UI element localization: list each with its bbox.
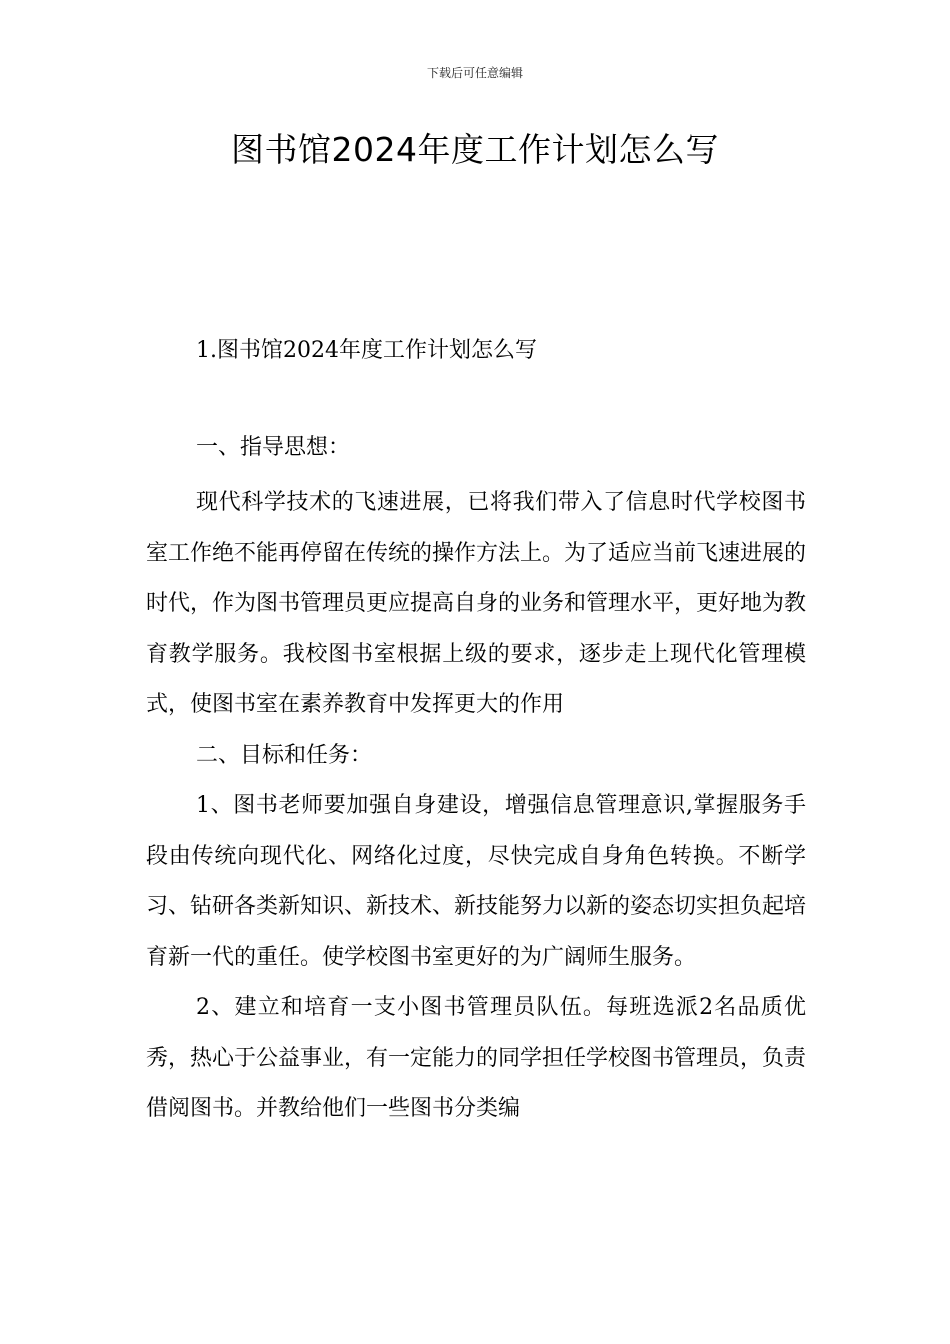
paragraph-guiding-ideology: 现代科学技术的飞速进展，已将我们带入了信息时代学校图书室工作绝不能再停留在传统的操作方法上。为了适应当前飞速进展的时代，作为图书管理员更应提高自身的业务和管理水平，更好地为教育教学服务。我校图书室根据上级的要求，逐步走上现代化管理模式，使图书室在素养教育中发挥更大的作用 — [146, 490, 807, 717]
section-heading-goals-tasks: 二、目标和任务： — [196, 742, 373, 768]
document-title: 图书馆2024年度工作计划怎么写 — [231, 130, 719, 169]
paragraph-task-2: 2、建立和培育一支小图书管理员队伍。每班选派2名品质优秀，热心于公益事业，有一定能力的同学担任学校图书管理员，负责借阅图书。并教给他们一些图书分类编 — [146, 995, 807, 1121]
section-heading-guiding-ideology: 一、指导思想： — [196, 435, 351, 460]
header-note: 下载后可任意编辑 — [426, 66, 523, 80]
paragraph-task-1: 1、图书老师要加强自身建设，增强信息管理意识,掌握服务手段由传统向现代化、网络化过度，尽快完成自身角色转换。不断学习、钻研各类新知识、新技术、新技能努力以新的姿态切实担负起培育新一代的重任。使学校图书室更好的为广阔师生服务。 — [146, 793, 807, 970]
document-body — [146, 478, 806, 1135]
document-subtitle: 1.图书馆2024年度工作计划怎么写 — [196, 338, 537, 363]
